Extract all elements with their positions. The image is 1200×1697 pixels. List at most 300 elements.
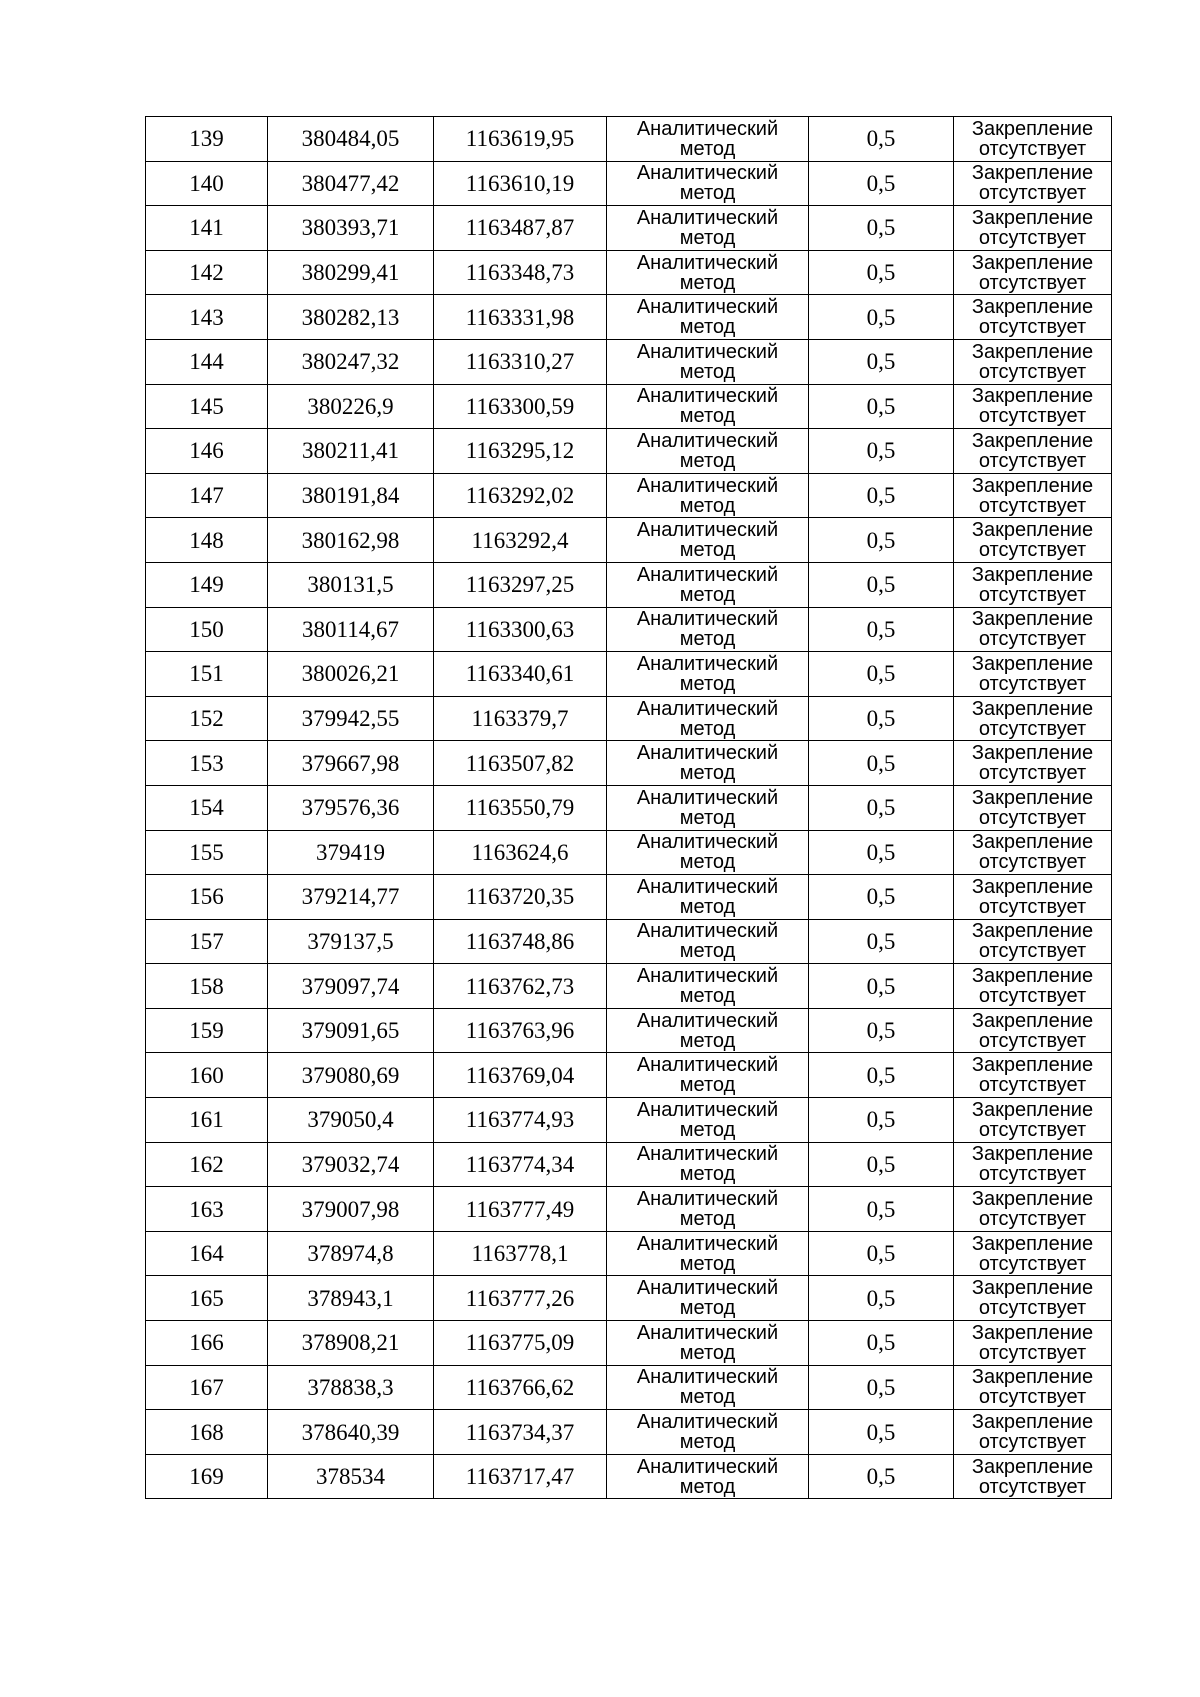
x-coordinate-cell: 380282,13	[268, 295, 434, 340]
method-cell	[607, 1231, 809, 1276]
x-coordinate-cell: 380484,05	[268, 117, 434, 162]
table-row	[146, 1142, 1112, 1187]
point-number-cell: 156	[146, 875, 268, 920]
point-number-cell: 161	[146, 1098, 268, 1143]
fixing-text: Закрепление	[971, 1009, 1094, 1032]
table-row	[146, 250, 1112, 295]
method-text: метод	[679, 449, 736, 472]
fixing-text: Закрепление	[971, 1455, 1094, 1478]
accuracy-cell: 0,5	[809, 518, 954, 563]
method-text: Аналитический	[636, 1054, 779, 1077]
method-text: Аналитический	[636, 652, 779, 675]
fixing-text: отсутствует	[978, 806, 1087, 829]
x-coordinate-cell: 379137,5	[268, 919, 434, 964]
x-coordinate-cell: 379007,98	[268, 1187, 434, 1232]
fixing-cell	[954, 607, 1112, 652]
method-text: метод	[679, 806, 736, 829]
x-coordinate-cell: 379667,98	[268, 741, 434, 786]
fixing-text: отсутствует	[978, 583, 1087, 606]
fixing-cell	[954, 830, 1112, 875]
fixing-text: Закрепление	[971, 1054, 1094, 1077]
method-cell	[607, 1053, 809, 1098]
fixing-text: Закрепление	[971, 340, 1094, 363]
accuracy-cell: 0,5	[809, 1365, 954, 1410]
accuracy-cell: 0,5	[809, 830, 954, 875]
table-row	[146, 1276, 1112, 1321]
y-coordinate-cell: 1163777,49	[434, 1187, 607, 1232]
point-number-cell: 165	[146, 1276, 268, 1321]
x-coordinate-cell: 380247,32	[268, 339, 434, 384]
method-text: метод	[679, 1029, 736, 1052]
fixing-text: отсутствует	[978, 985, 1087, 1008]
fixing-cell	[954, 785, 1112, 830]
method-text: метод	[679, 1431, 736, 1454]
method-text: Аналитический	[636, 920, 779, 943]
fixing-text: отсутствует	[978, 316, 1087, 339]
x-coordinate-cell: 379032,74	[268, 1142, 434, 1187]
fixing-text: отсутствует	[978, 1341, 1087, 1364]
fixing-cell	[954, 384, 1112, 429]
fixing-cell	[954, 250, 1112, 295]
accuracy-cell: 0,5	[809, 117, 954, 162]
method-text: метод	[679, 271, 736, 294]
accuracy-cell: 0,5	[809, 1053, 954, 1098]
y-coordinate-cell: 1163774,34	[434, 1142, 607, 1187]
fixing-text: Закрепление	[971, 251, 1094, 274]
method-text: метод	[679, 1341, 736, 1364]
fixing-cell	[954, 741, 1112, 786]
method-text: Аналитический	[636, 162, 779, 185]
fixing-text: Закрепление	[971, 385, 1094, 408]
fixing-text: отсутствует	[978, 1297, 1087, 1320]
method-text: метод	[679, 539, 736, 562]
fixing-text: отсутствует	[978, 762, 1087, 785]
y-coordinate-cell: 1163769,04	[434, 1053, 607, 1098]
method-text: метод	[679, 583, 736, 606]
fixing-cell	[954, 1187, 1112, 1232]
point-number-cell: 146	[146, 429, 268, 474]
table-row	[146, 339, 1112, 384]
fixing-cell	[954, 1410, 1112, 1455]
x-coordinate-cell: 378838,3	[268, 1365, 434, 1410]
table-row	[146, 964, 1112, 1009]
x-coordinate-cell: 379091,65	[268, 1008, 434, 1053]
y-coordinate-cell: 1163766,62	[434, 1365, 607, 1410]
coordinates-table	[145, 116, 1112, 1499]
accuracy-cell: 0,5	[809, 250, 954, 295]
point-number-cell: 153	[146, 741, 268, 786]
method-text: метод	[679, 985, 736, 1008]
x-coordinate-cell: 379942,55	[268, 696, 434, 741]
table-row	[146, 785, 1112, 830]
point-number-cell: 169	[146, 1454, 268, 1499]
accuracy-cell: 0,5	[809, 1231, 954, 1276]
fixing-text: Закрепление	[971, 1143, 1094, 1166]
table-row	[146, 919, 1112, 964]
fixing-text: Закрепление	[971, 920, 1094, 943]
method-text: метод	[679, 762, 736, 785]
accuracy-cell: 0,5	[809, 1142, 954, 1187]
method-text: Аналитический	[636, 1098, 779, 1121]
method-text: Аналитический	[636, 1232, 779, 1255]
method-text: Аналитический	[636, 742, 779, 765]
method-cell	[607, 785, 809, 830]
accuracy-cell: 0,5	[809, 1187, 954, 1232]
accuracy-cell: 0,5	[809, 1454, 954, 1499]
method-text: метод	[679, 1252, 736, 1275]
table-row	[146, 117, 1112, 162]
fixing-cell	[954, 1142, 1112, 1187]
table-row	[146, 562, 1112, 607]
y-coordinate-cell: 1163624,6	[434, 830, 607, 875]
accuracy-cell: 0,5	[809, 339, 954, 384]
x-coordinate-cell: 379050,4	[268, 1098, 434, 1143]
accuracy-cell: 0,5	[809, 206, 954, 251]
table-row	[146, 1365, 1112, 1410]
fixing-text: отсутствует	[978, 628, 1087, 651]
fixing-text: отсутствует	[978, 1163, 1087, 1186]
table-row	[146, 607, 1112, 652]
coordinates-table-body	[146, 117, 1112, 1499]
method-cell	[607, 652, 809, 697]
x-coordinate-cell: 378534	[268, 1454, 434, 1499]
fixing-text: отсутствует	[978, 851, 1087, 874]
fixing-cell	[954, 295, 1112, 340]
x-coordinate-cell: 380211,41	[268, 429, 434, 474]
fixing-cell	[954, 161, 1112, 206]
y-coordinate-cell: 1163292,02	[434, 473, 607, 518]
method-text: метод	[679, 940, 736, 963]
fixing-text: отсутствует	[978, 360, 1087, 383]
method-cell	[607, 1142, 809, 1187]
fixing-text: отсутствует	[978, 940, 1087, 963]
method-text: метод	[679, 1074, 736, 1097]
table-row	[146, 741, 1112, 786]
point-number-cell: 159	[146, 1008, 268, 1053]
method-cell	[607, 741, 809, 786]
y-coordinate-cell: 1163717,47	[434, 1454, 607, 1499]
method-text: метод	[679, 1386, 736, 1409]
accuracy-cell: 0,5	[809, 161, 954, 206]
x-coordinate-cell: 380477,42	[268, 161, 434, 206]
x-coordinate-cell: 378908,21	[268, 1321, 434, 1366]
x-coordinate-cell: 378943,1	[268, 1276, 434, 1321]
method-text: метод	[679, 405, 736, 428]
fixing-text: отсутствует	[978, 449, 1087, 472]
method-cell	[607, 250, 809, 295]
point-number-cell: 168	[146, 1410, 268, 1455]
y-coordinate-cell: 1163778,1	[434, 1231, 607, 1276]
method-text: метод	[679, 316, 736, 339]
fixing-cell	[954, 875, 1112, 920]
fixing-cell	[954, 652, 1112, 697]
fixing-text: Закрепление	[971, 1277, 1094, 1300]
method-cell	[607, 117, 809, 162]
method-cell	[607, 295, 809, 340]
method-cell	[607, 1365, 809, 1410]
table-row	[146, 429, 1112, 474]
table-row	[146, 1454, 1112, 1499]
table-row	[146, 1187, 1112, 1232]
accuracy-cell: 0,5	[809, 562, 954, 607]
fixing-text: отсутствует	[978, 1475, 1087, 1498]
method-cell	[607, 875, 809, 920]
fixing-text: отсутствует	[978, 271, 1087, 294]
method-text: Аналитический	[636, 206, 779, 229]
table-row	[146, 518, 1112, 563]
fixing-text: отсутствует	[978, 895, 1087, 918]
table-row	[146, 1321, 1112, 1366]
x-coordinate-cell: 380393,71	[268, 206, 434, 251]
method-text: Аналитический	[636, 1366, 779, 1389]
fixing-text: отсутствует	[978, 1029, 1087, 1052]
method-text: метод	[679, 717, 736, 740]
fixing-text: Закрепление	[971, 786, 1094, 809]
method-cell	[607, 384, 809, 429]
method-text: Аналитический	[636, 697, 779, 720]
method-text: Аналитический	[636, 1143, 779, 1166]
x-coordinate-cell: 379214,77	[268, 875, 434, 920]
table-row	[146, 652, 1112, 697]
point-number-cell: 152	[146, 696, 268, 741]
table-row	[146, 1008, 1112, 1053]
y-coordinate-cell: 1163340,61	[434, 652, 607, 697]
y-coordinate-cell: 1163774,93	[434, 1098, 607, 1143]
fixing-text: Закрепление	[971, 162, 1094, 185]
fixing-text: Закрепление	[971, 652, 1094, 675]
fixing-text: Закрепление	[971, 1098, 1094, 1121]
accuracy-cell: 0,5	[809, 1008, 954, 1053]
accuracy-cell: 0,5	[809, 741, 954, 786]
accuracy-cell: 0,5	[809, 429, 954, 474]
method-cell	[607, 1276, 809, 1321]
table-row	[146, 1053, 1112, 1098]
y-coordinate-cell: 1163295,12	[434, 429, 607, 474]
fixing-text: отсутствует	[978, 717, 1087, 740]
fixing-text: Закрепление	[971, 608, 1094, 631]
method-text: Аналитический	[636, 1277, 779, 1300]
point-number-cell: 154	[146, 785, 268, 830]
fixing-cell	[954, 206, 1112, 251]
point-number-cell: 150	[146, 607, 268, 652]
method-cell	[607, 964, 809, 1009]
method-text: метод	[679, 226, 736, 249]
y-coordinate-cell: 1163507,82	[434, 741, 607, 786]
y-coordinate-cell: 1163348,73	[434, 250, 607, 295]
point-number-cell: 149	[146, 562, 268, 607]
method-cell	[607, 607, 809, 652]
table-row	[146, 875, 1112, 920]
fixing-cell	[954, 919, 1112, 964]
fixing-cell	[954, 1053, 1112, 1098]
y-coordinate-cell: 1163775,09	[434, 1321, 607, 1366]
method-cell	[607, 518, 809, 563]
fixing-cell	[954, 964, 1112, 1009]
method-text: Аналитический	[636, 429, 779, 452]
accuracy-cell: 0,5	[809, 473, 954, 518]
fixing-text: Закрепление	[971, 1321, 1094, 1344]
x-coordinate-cell: 380114,67	[268, 607, 434, 652]
fixing-text: Закрепление	[971, 117, 1094, 140]
fixing-text: Закрепление	[971, 296, 1094, 319]
method-cell	[607, 562, 809, 607]
fixing-text: отсутствует	[978, 405, 1087, 428]
point-number-cell: 147	[146, 473, 268, 518]
fixing-text: Закрепление	[971, 875, 1094, 898]
table-row	[146, 1098, 1112, 1143]
x-coordinate-cell: 380226,9	[268, 384, 434, 429]
x-coordinate-cell: 380191,84	[268, 473, 434, 518]
fixing-text: отсутствует	[978, 672, 1087, 695]
method-cell	[607, 1008, 809, 1053]
method-text: метод	[679, 672, 736, 695]
point-number-cell: 141	[146, 206, 268, 251]
method-text: Аналитический	[636, 117, 779, 140]
y-coordinate-cell: 1163331,98	[434, 295, 607, 340]
fixing-cell	[954, 1454, 1112, 1499]
method-text: метод	[679, 360, 736, 383]
accuracy-cell: 0,5	[809, 875, 954, 920]
table-row	[146, 1231, 1112, 1276]
y-coordinate-cell: 1163763,96	[434, 1008, 607, 1053]
fixing-text: отсутствует	[978, 1074, 1087, 1097]
point-number-cell: 160	[146, 1053, 268, 1098]
fixing-text: отсутствует	[978, 1431, 1087, 1454]
fixing-text: Закрепление	[971, 831, 1094, 854]
x-coordinate-cell: 380026,21	[268, 652, 434, 697]
point-number-cell: 157	[146, 919, 268, 964]
fixing-text: Закрепление	[971, 429, 1094, 452]
accuracy-cell: 0,5	[809, 964, 954, 1009]
y-coordinate-cell: 1163748,86	[434, 919, 607, 964]
fixing-text: Закрепление	[971, 474, 1094, 497]
y-coordinate-cell: 1163720,35	[434, 875, 607, 920]
point-number-cell: 142	[146, 250, 268, 295]
y-coordinate-cell: 1163379,7	[434, 696, 607, 741]
x-coordinate-cell: 379419	[268, 830, 434, 875]
method-text: Аналитический	[636, 1411, 779, 1434]
fixing-text: отсутствует	[978, 1252, 1087, 1275]
y-coordinate-cell: 1163777,26	[434, 1276, 607, 1321]
fixing-cell	[954, 518, 1112, 563]
x-coordinate-cell: 378640,39	[268, 1410, 434, 1455]
fixing-text: Закрепление	[971, 519, 1094, 542]
fixing-cell	[954, 1276, 1112, 1321]
fixing-cell	[954, 1231, 1112, 1276]
fixing-text: Закрепление	[971, 1188, 1094, 1211]
x-coordinate-cell: 378974,8	[268, 1231, 434, 1276]
fixing-text: отсутствует	[978, 1118, 1087, 1141]
method-text: Аналитический	[636, 965, 779, 988]
table-row	[146, 161, 1112, 206]
method-cell	[607, 1454, 809, 1499]
method-text: Аналитический	[636, 786, 779, 809]
method-cell	[607, 339, 809, 384]
fixing-text: отсутствует	[978, 182, 1087, 205]
fixing-text: отсутствует	[978, 494, 1087, 517]
fixing-cell	[954, 1008, 1112, 1053]
fixing-text: отсутствует	[978, 137, 1087, 160]
method-text: Аналитический	[636, 831, 779, 854]
fixing-text: Закрепление	[971, 206, 1094, 229]
method-cell	[607, 473, 809, 518]
accuracy-cell: 0,5	[809, 295, 954, 340]
method-cell	[607, 1187, 809, 1232]
method-text: Аналитический	[636, 1188, 779, 1211]
method-text: метод	[679, 1475, 736, 1498]
fixing-text: Закрепление	[971, 697, 1094, 720]
accuracy-cell: 0,5	[809, 607, 954, 652]
fixing-text: отсутствует	[978, 226, 1087, 249]
method-text: метод	[679, 1118, 736, 1141]
y-coordinate-cell: 1163487,87	[434, 206, 607, 251]
fixing-text: Закрепление	[971, 742, 1094, 765]
fixing-cell	[954, 1098, 1112, 1143]
fixing-cell	[954, 339, 1112, 384]
fixing-cell	[954, 473, 1112, 518]
fixing-cell	[954, 117, 1112, 162]
method-text: Аналитический	[636, 519, 779, 542]
accuracy-cell: 0,5	[809, 1410, 954, 1455]
y-coordinate-cell: 1163762,73	[434, 964, 607, 1009]
method-text: метод	[679, 628, 736, 651]
method-text: Аналитический	[636, 563, 779, 586]
fixing-text: Закрепление	[971, 1411, 1094, 1434]
table-row	[146, 384, 1112, 429]
point-number-cell: 145	[146, 384, 268, 429]
x-coordinate-cell: 379097,74	[268, 964, 434, 1009]
y-coordinate-cell: 1163300,59	[434, 384, 607, 429]
x-coordinate-cell: 380131,5	[268, 562, 434, 607]
fixing-text: Закрепление	[971, 1366, 1094, 1389]
accuracy-cell: 0,5	[809, 1321, 954, 1366]
table-row	[146, 206, 1112, 251]
method-text: Аналитический	[636, 385, 779, 408]
point-number-cell: 162	[146, 1142, 268, 1187]
accuracy-cell: 0,5	[809, 696, 954, 741]
method-cell	[607, 161, 809, 206]
point-number-cell: 140	[146, 161, 268, 206]
method-text: Аналитический	[636, 1009, 779, 1032]
x-coordinate-cell: 379576,36	[268, 785, 434, 830]
y-coordinate-cell: 1163297,25	[434, 562, 607, 607]
fixing-text: отсутствует	[978, 1208, 1087, 1231]
method-text: Аналитический	[636, 340, 779, 363]
method-text: Аналитический	[636, 251, 779, 274]
method-text: метод	[679, 895, 736, 918]
method-text: метод	[679, 137, 736, 160]
accuracy-cell: 0,5	[809, 785, 954, 830]
fixing-cell	[954, 429, 1112, 474]
y-coordinate-cell: 1163310,27	[434, 339, 607, 384]
point-number-cell: 144	[146, 339, 268, 384]
method-cell	[607, 1098, 809, 1143]
table-row	[146, 1410, 1112, 1455]
method-text: Аналитический	[636, 474, 779, 497]
table-row	[146, 473, 1112, 518]
method-cell	[607, 696, 809, 741]
x-coordinate-cell: 379080,69	[268, 1053, 434, 1098]
y-coordinate-cell: 1163734,37	[434, 1410, 607, 1455]
method-text: Аналитический	[636, 1321, 779, 1344]
accuracy-cell: 0,5	[809, 652, 954, 697]
method-text: Аналитический	[636, 875, 779, 898]
y-coordinate-cell: 1163300,63	[434, 607, 607, 652]
fixing-cell	[954, 1321, 1112, 1366]
point-number-cell: 158	[146, 964, 268, 1009]
table-row	[146, 830, 1112, 875]
fixing-text: Закрепление	[971, 1232, 1094, 1255]
